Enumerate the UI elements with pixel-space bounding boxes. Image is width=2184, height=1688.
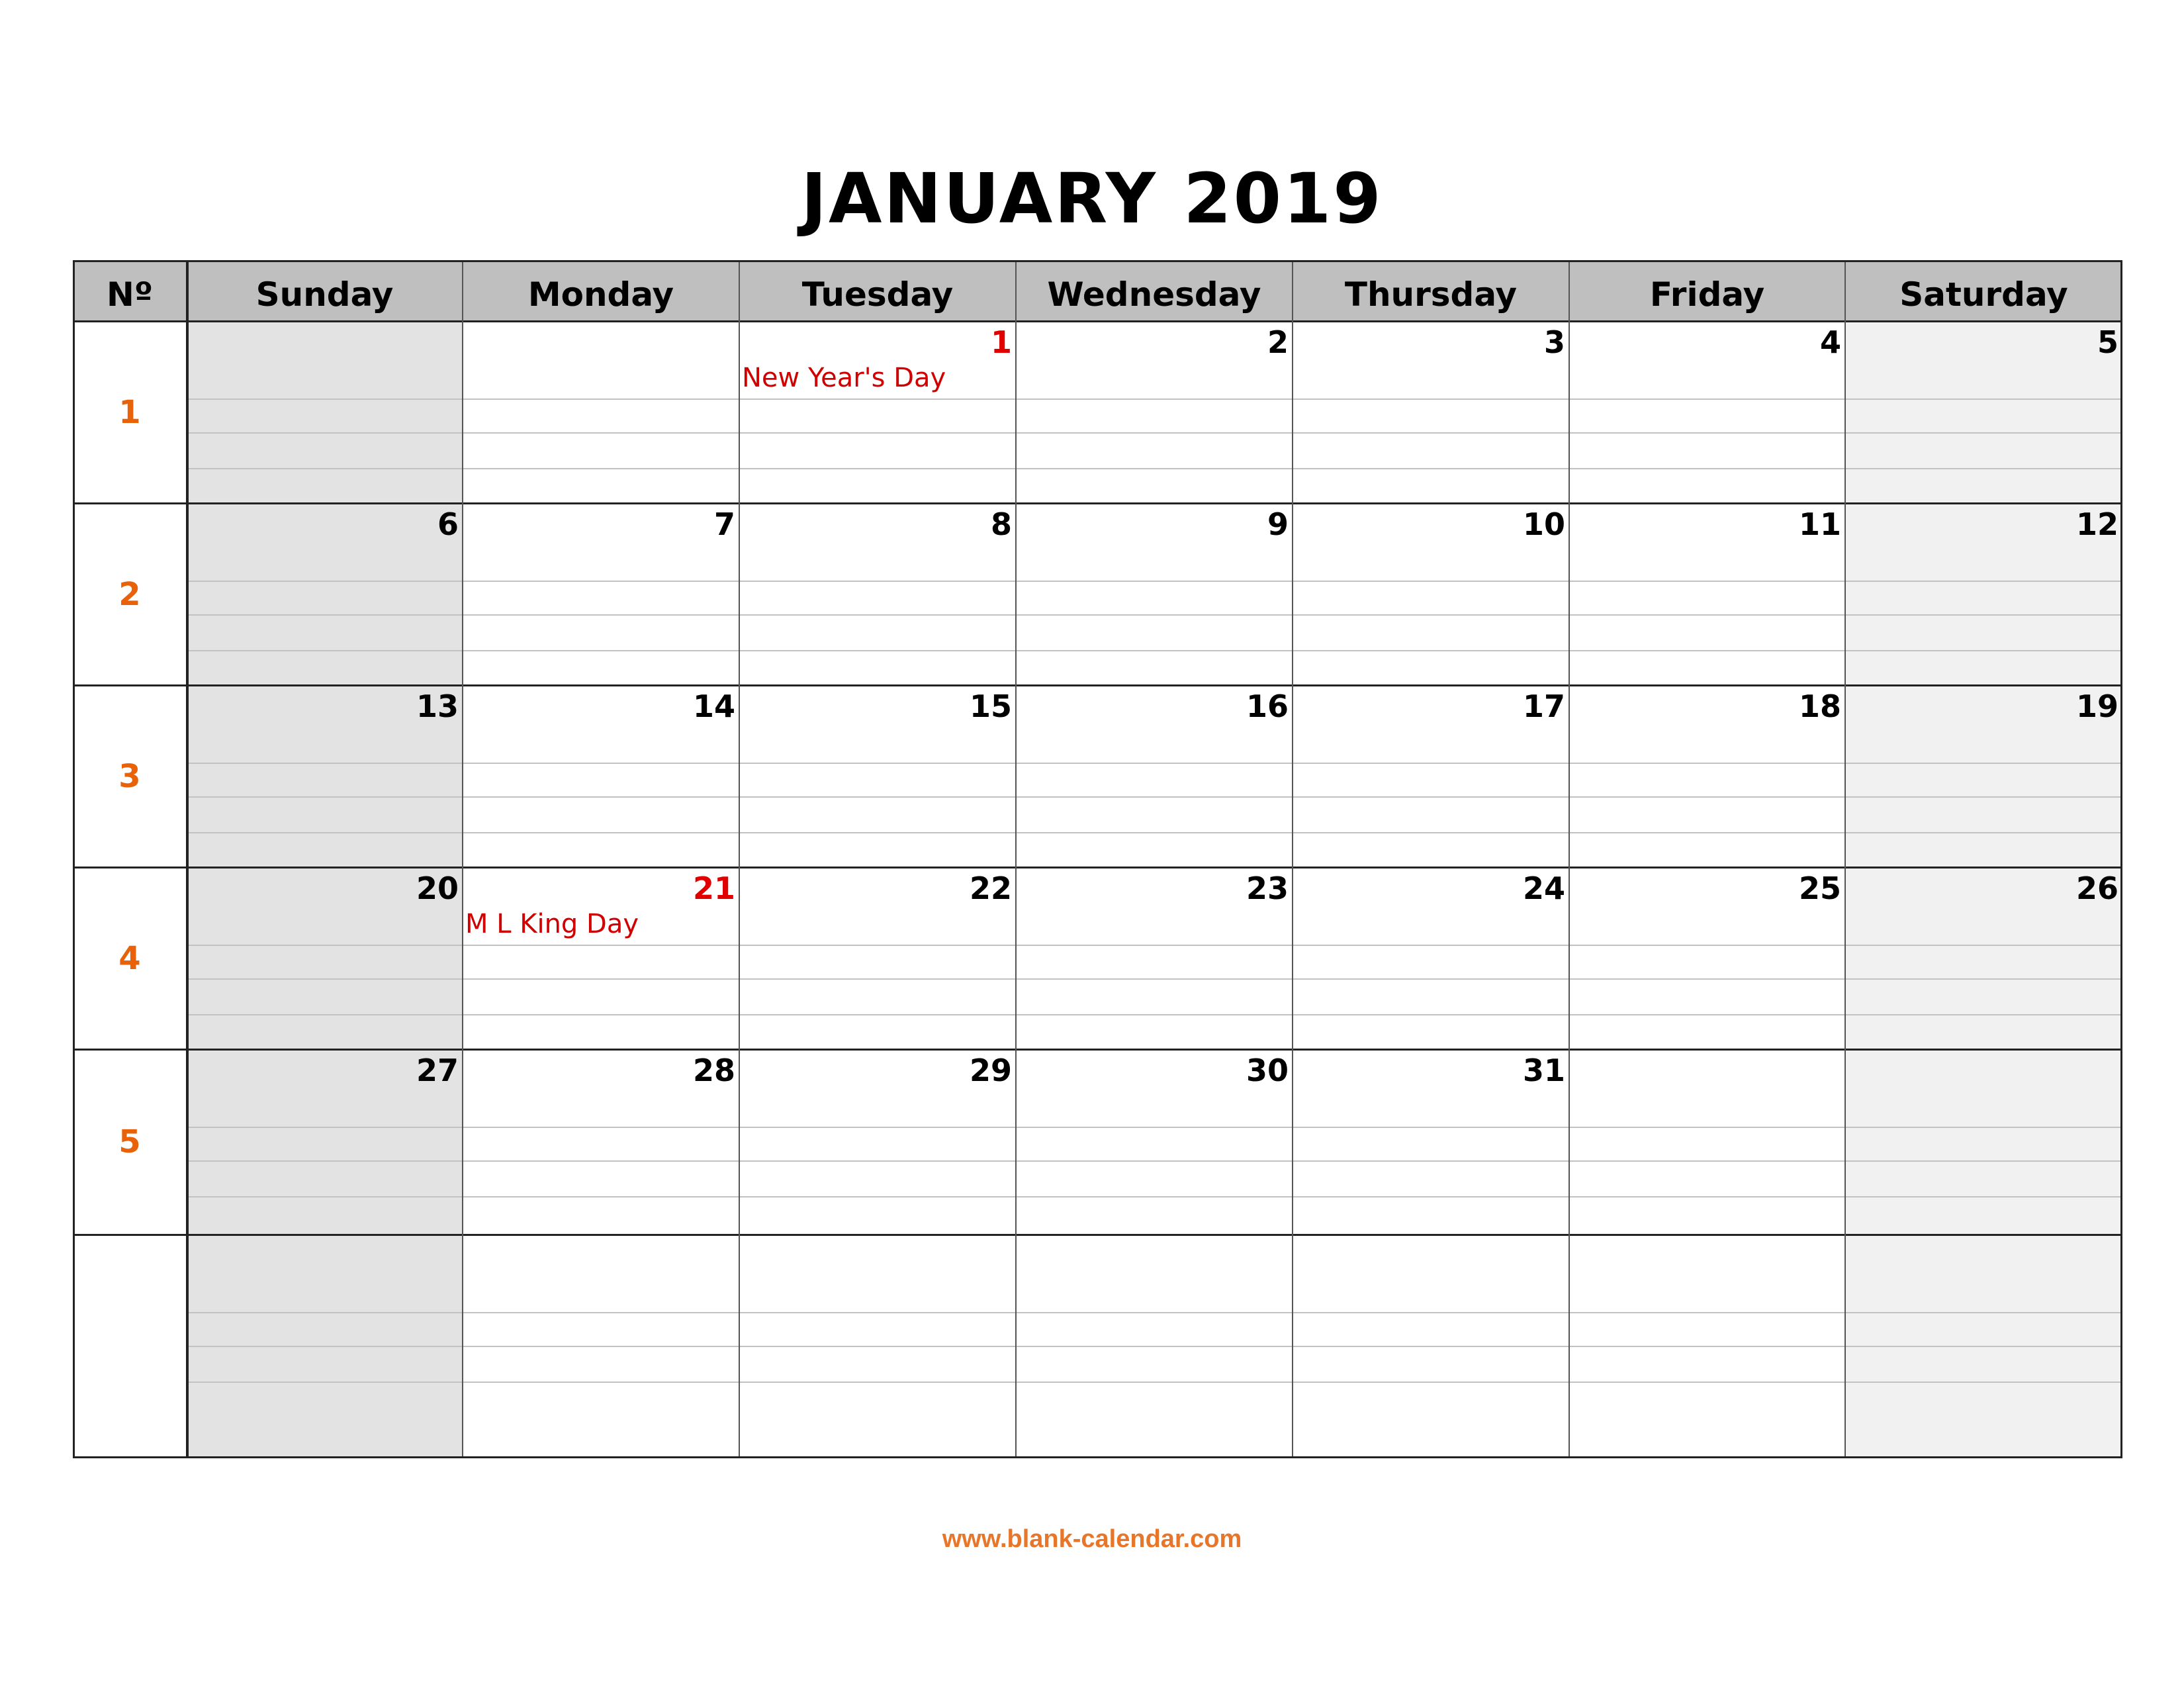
week-number: 5 [118, 1123, 141, 1160]
day-number[interactable]: 11 [1798, 506, 1841, 542]
day-number[interactable]: 2 [1267, 324, 1289, 360]
column-header-wednesday: Wednesday [1016, 260, 1293, 321]
week-number: 1 [118, 393, 141, 431]
day-number[interactable]: 4 [1819, 324, 1841, 360]
day-number[interactable]: 5 [2097, 324, 2118, 360]
week-number: 4 [118, 939, 141, 977]
day-number[interactable]: 21 [692, 870, 735, 906]
week-number: 3 [118, 757, 141, 795]
day-number[interactable]: 20 [416, 870, 459, 906]
column-header-saturday: Saturday [1845, 260, 2122, 321]
day-number[interactable]: 31 [1522, 1053, 1565, 1088]
day-number[interactable]: 26 [2075, 870, 2118, 906]
column-header-monday: Monday [463, 260, 739, 321]
day-number[interactable]: 16 [1246, 688, 1289, 724]
day-number[interactable]: 9 [1267, 506, 1289, 542]
day-number[interactable]: 25 [1798, 870, 1841, 906]
calendar-border [73, 260, 2122, 1458]
day-number[interactable]: 10 [1522, 506, 1565, 542]
day-number[interactable]: 7 [713, 506, 735, 542]
day-number[interactable]: 17 [1522, 688, 1565, 724]
day-number[interactable]: 12 [2075, 506, 2118, 542]
week-number: 2 [118, 575, 141, 613]
day-number[interactable]: 15 [969, 688, 1012, 724]
week-number [73, 1320, 187, 1373]
day-number[interactable]: 18 [1798, 688, 1841, 724]
day-number[interactable]: 28 [692, 1053, 735, 1088]
day-number[interactable]: 29 [969, 1053, 1012, 1088]
day-number[interactable]: 22 [969, 870, 1012, 906]
day-number[interactable]: 30 [1246, 1053, 1289, 1088]
column-header-week-number: Nº [73, 260, 187, 321]
day-number[interactable]: 3 [1543, 324, 1565, 360]
day-number[interactable]: 27 [416, 1053, 459, 1088]
day-number[interactable]: 23 [1246, 870, 1289, 906]
day-number[interactable]: 14 [692, 688, 735, 724]
day-number[interactable]: 8 [990, 506, 1012, 542]
footer-url[interactable]: www.blank-calendar.com [942, 1525, 1242, 1553]
column-header-tuesday: Tuesday [739, 260, 1016, 321]
day-number[interactable]: 19 [2075, 688, 2118, 724]
day-number[interactable]: 6 [437, 506, 459, 542]
day-number[interactable]: 24 [1522, 870, 1565, 906]
page-title: JANUARY 2019 [801, 158, 1383, 239]
calendar-grid [73, 260, 2122, 1458]
column-header-sunday: Sunday [187, 260, 463, 321]
column-header-thursday: Thursday [1293, 260, 1569, 321]
column-header-friday: Friday [1569, 260, 1845, 321]
holiday-label: New Year's Day [742, 363, 946, 393]
day-number[interactable]: 1 [990, 324, 1012, 360]
holiday-label: M L King Day [465, 909, 639, 939]
day-number[interactable]: 13 [416, 688, 459, 724]
